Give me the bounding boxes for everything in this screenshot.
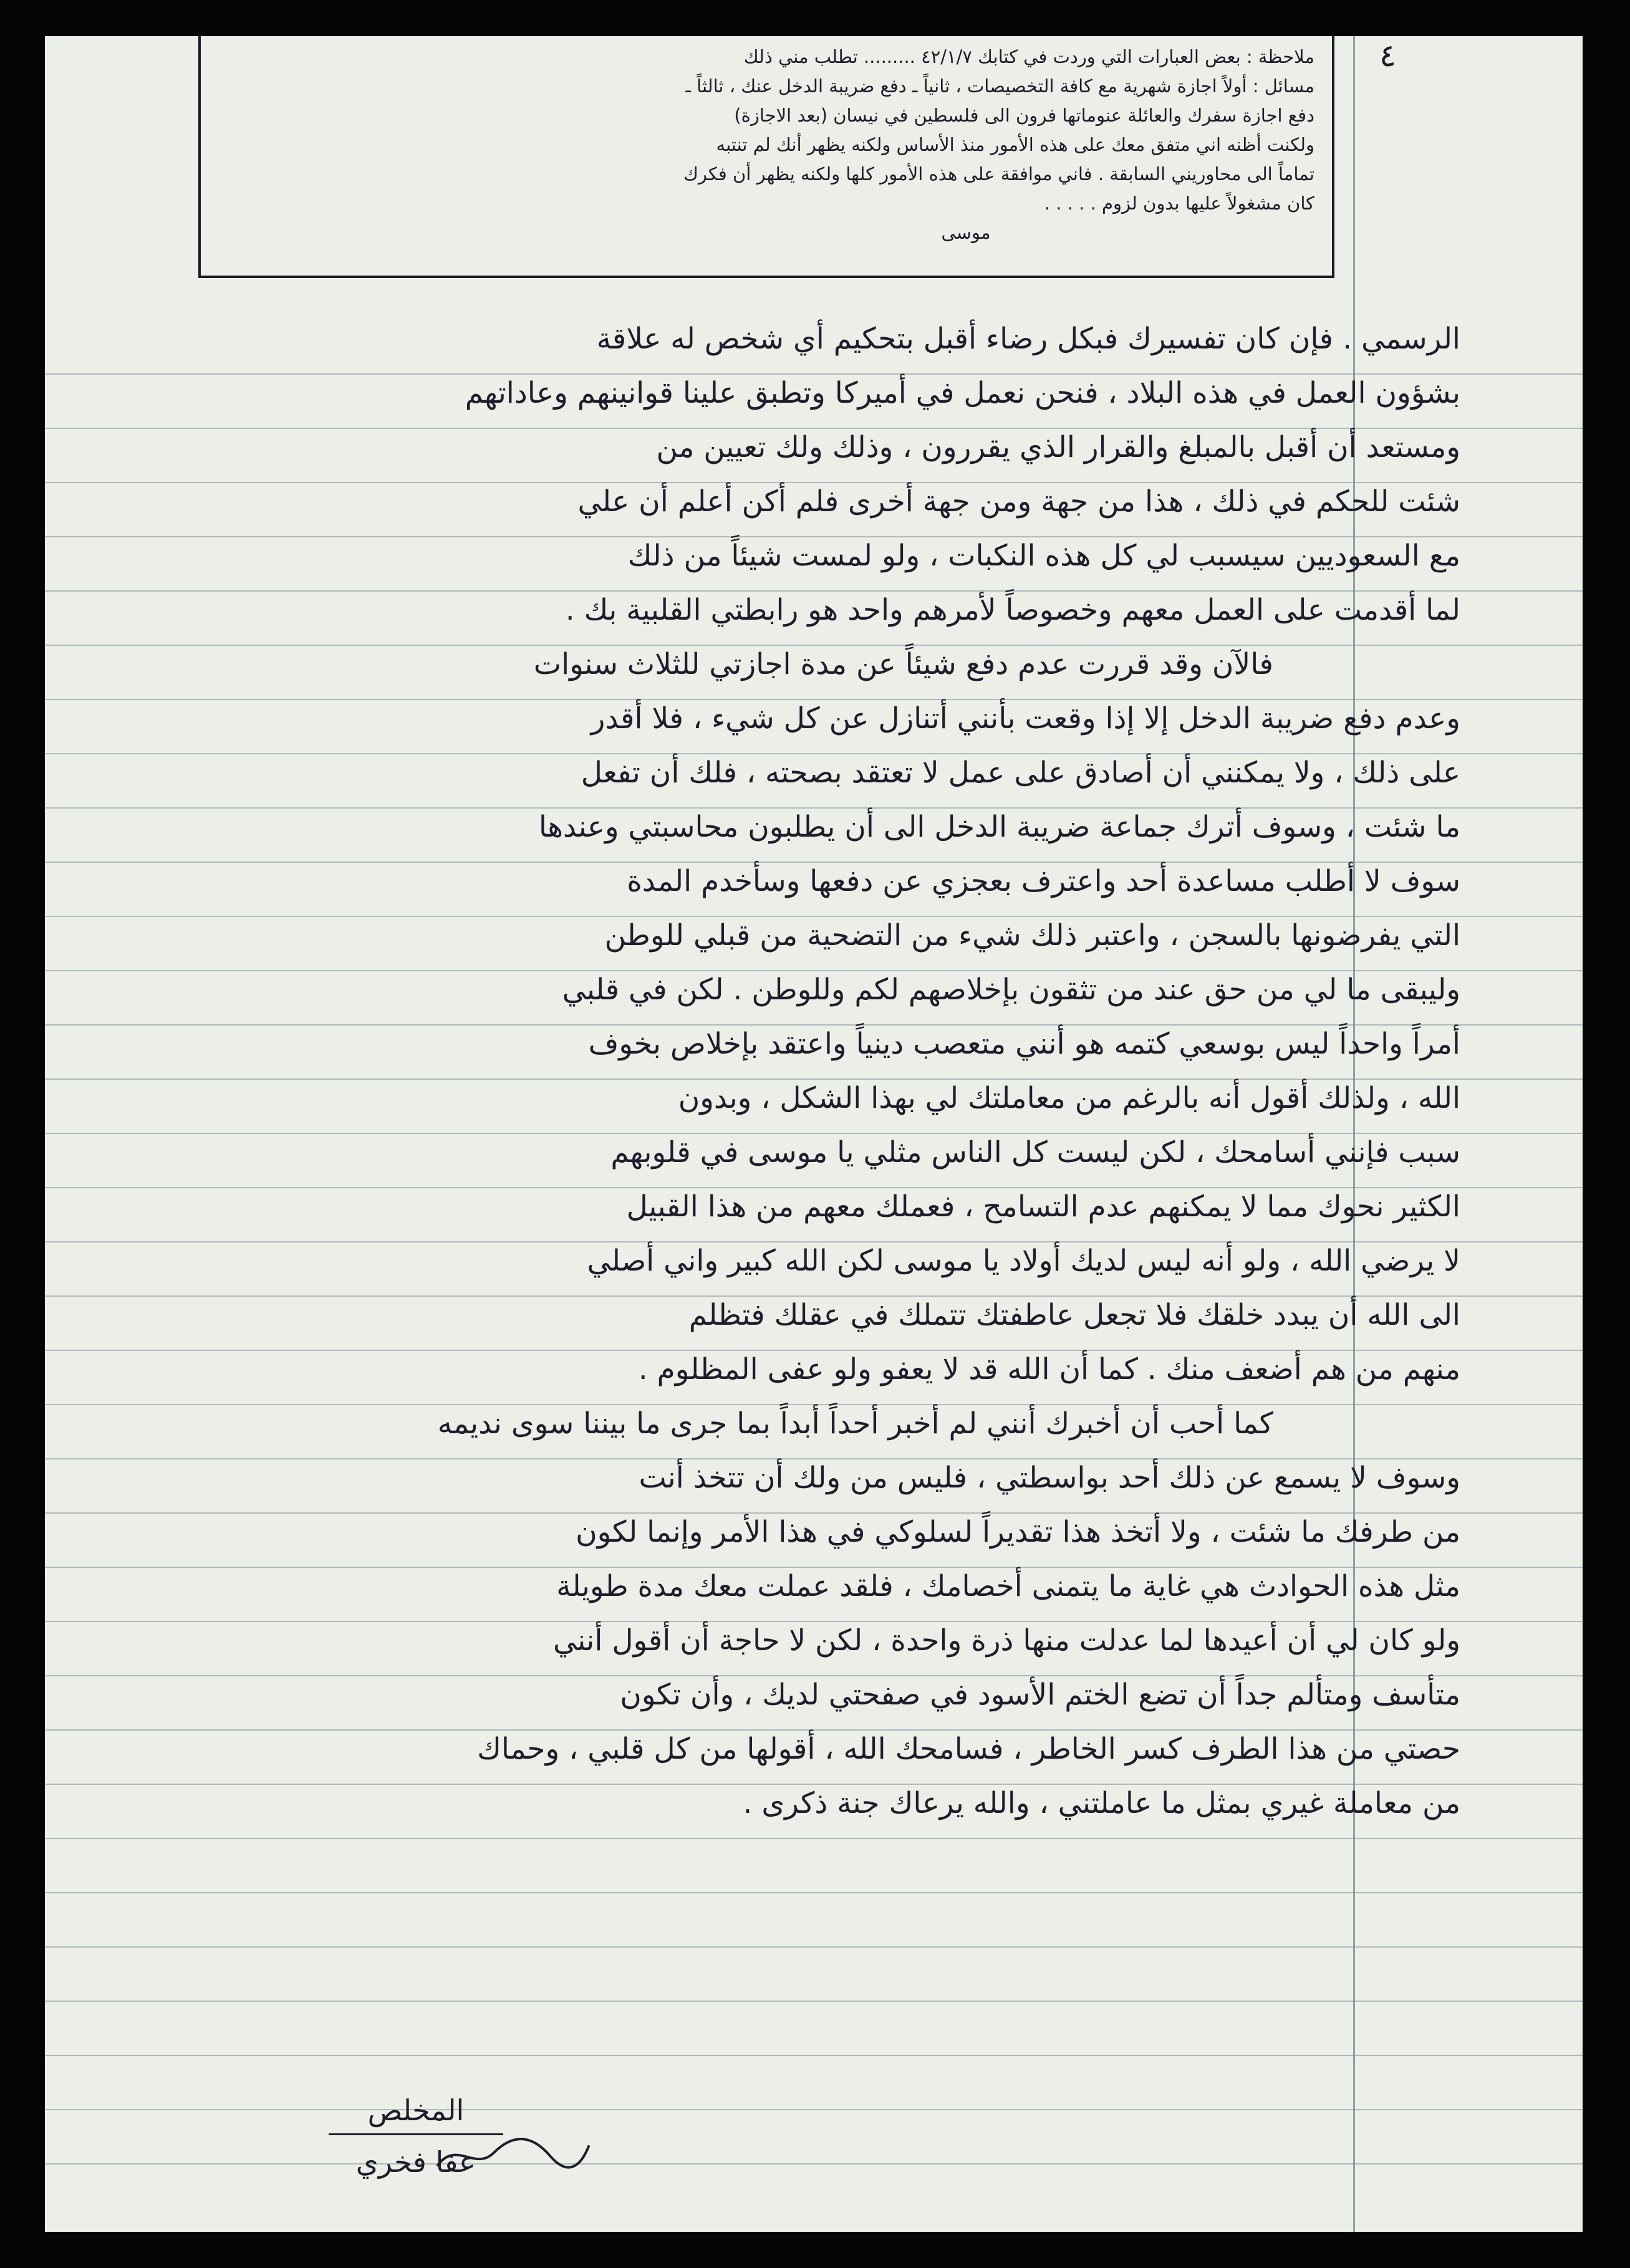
body-line: الكثير نحوك مما لا يمكنهم عدم التسامح ، فعملك معهم من هذا القبيل (626, 1189, 1460, 1224)
note-line: دفع اجازة سفرك والعائلة عنوماتها فرون الى فلسطين في نيسان (بعد الاجازة) (734, 105, 1314, 126)
signer-name: عفا فخري (355, 2145, 476, 2179)
body-line: الله ، ولذلك أقول أنه بالرغم من معاملتك لي بهذا الشكل ، وبدون (678, 1081, 1460, 1115)
note-box (198, 36, 1334, 278)
body-line: بشؤون العمل في هذه البلاد ، فنحن نعمل في أميركا وتطبق علينا قوانينهم وعاداتهم (465, 376, 1460, 410)
body-line: شئت للحكم في ذلك ، هذا من جهة ومن جهة أخرى فلم أكن أعلم أن علي (577, 484, 1460, 519)
note-line: ملاحظة : بعض العبارات التي وردت في كتابك ٤٢/١/٧ ......... تطلب مني ذلك (743, 46, 1314, 67)
body-line: لا يرضي الله ، ولو أنه ليس لديك أولاد يا موسى لكن الله كبير واني أصلي (587, 1244, 1460, 1278)
note-line: تماماً الى محاوريني السابقة . فاني موافقة على هذه الأمور كلها ولكنه يظهر أن فكرك (683, 163, 1314, 185)
note-line: كان مشغولاً عليها بدون لزوم . . . . . (1044, 193, 1314, 214)
closing-phrase: المخلص (367, 2093, 465, 2127)
body-line: فالآن وقد قررت عدم دفع شيئاً عن مدة اجازتي للثلاث سنوات (533, 647, 1273, 681)
body-line: وسوف لا يسمع عن ذلك أحد بواسطتي ، فليس من ولك أن تتخذ أنت (639, 1461, 1460, 1495)
letter-body (232, 312, 1460, 1830)
body-line: وليبقى ما لي من حق عند من تثقون بإخلاصهم لكم وللوطن . لكن في قلبي (562, 973, 1460, 1007)
body-line: الى الله أن يبدد خلقك فلا تجعل عاطفتك تتملك في عقلك فتظلم (688, 1298, 1460, 1332)
body-line: من طرفك ما شئت ، ولا أتخذ هذا تقديراً لسلوكي في هذا الأمر وإنما لكون (576, 1515, 1460, 1549)
body-line: سوف لا أطلب مساعدة أحد واعترف بعجزي عن دفعها وسأخدم المدة (627, 864, 1460, 898)
note-signature: موسى (941, 222, 991, 243)
body-line: على ذلك ، ولا يمكنني أن أصادق على عمل لا تعتقد بصحته ، فلك أن تفعل (581, 756, 1460, 790)
body-line: الرسمي . فإن كان تفسيرك فبكل رضاء أقبل بتحكيم أي شخص له علاقة (596, 322, 1460, 356)
body-line: مثل هذه الحوادث هي غاية ما يتمنى أخصامك ، فلقد عملت معك مدة طويلة (556, 1569, 1460, 1603)
body-line: كما أحب أن أخبرك أنني لم أخبر أحداً أبداً بما جرى ما بيننا سوى نديمه (437, 1406, 1273, 1441)
body-line: ولو كان لي أن أعيدها لما عدلت منها ذرة واحدة ، لكن لا حاجة أن أقول أنني (552, 1623, 1460, 1658)
signature-flourish (432, 2128, 594, 2178)
page-number: ٤ (1379, 37, 1396, 74)
body-line: حصتي من هذا الطرف كسر الخاطر ، فسامحك الله ، أقولها من كل قلبي ، وحماك (477, 1732, 1460, 1766)
body-line: التي يفرضونها بالسجن ، واعتبر ذلك شيء من التضحية من قبلي للوطن (604, 918, 1460, 953)
body-line: متأسف ومتألم جداً أن تضع الختم الأسود في صفحتي لديك ، وأن تكون (620, 1678, 1460, 1712)
letter-sheet (45, 36, 1583, 2232)
body-line: مع السعوديين سيسبب لي كل هذه النكبات ، ولو لمست شيئاً من ذلك (627, 539, 1460, 573)
body-line: سبب فإنني أسامحك ، لكن ليست كل الناس مثلي يا موسى في قلوبهم (610, 1135, 1460, 1170)
body-line: من معاملة غيري بمثل ما عاملتني ، والله يرعاك جنة ذكرى . (743, 1786, 1460, 1820)
body-line: أمراً واحداً ليس بوسعي كتمه هو أنني متعصب دينياً واعتقد بإخلاص بخوف (588, 1027, 1460, 1061)
body-line: وعدم دفع ضريبة الدخل إلا إذا وقعت بأنني أتنازل عن كل شيء ، فلا أقدر (591, 701, 1460, 736)
body-line: ما شئت ، وسوف أترك جماعة ضريبة الدخل الى أن يطلبون محاسبتي وعندها (538, 810, 1460, 844)
note-line: ولكنت أظنه اني متفق معك على هذه الأمور منذ الأساس ولكنه يظهر أنك لم تنتبه (716, 134, 1314, 155)
body-line: لما أقدمت على العمل معهم وخصوصاً لأمرهم واحد هو رابطتي القلبية بك . (565, 593, 1460, 627)
body-line: ومستعد أن أقبل بالمبلغ والقرار الذي يقررون ، وذلك ولك تعيين من (656, 430, 1460, 464)
note-line: مسائل : أولاً اجازة شهرية مع كافة التخصيصات ، ثانياً ـ دفع ضريبة الدخل عنك ، ثالثاً ـ (685, 75, 1314, 97)
body-line: منهم من هم أضعف منك . كما أن الله قد لا يعفو ولو عفى المظلوم . (638, 1352, 1460, 1386)
